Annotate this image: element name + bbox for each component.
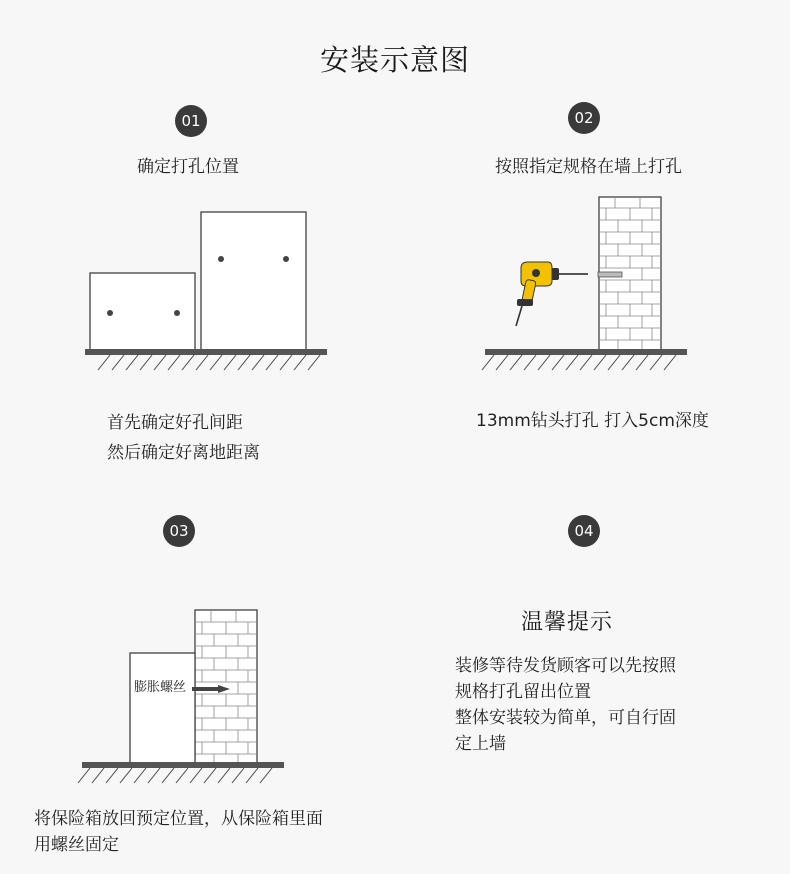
- step-02-badge: 02: [568, 102, 600, 134]
- step-03-note-1: 将保险箱放回预定位置，从保险箱里面: [34, 809, 323, 829]
- step-03-note-2: 用螺丝固定: [34, 835, 119, 855]
- step-01-note-1: 首先确定好孔间距: [107, 413, 243, 433]
- floor-bar: [82, 762, 284, 768]
- step-02-caption: 按照指定规格在墙上打孔: [495, 157, 682, 177]
- step-01-note-2: 然后确定好离地距离: [107, 443, 260, 463]
- tip-line-2: 规格打孔留出位置: [455, 682, 591, 702]
- page-title: 安装示意图: [319, 43, 470, 77]
- tip-line-4: 定上墙: [455, 734, 506, 754]
- expansion-bolt-label: 膨胀螺丝: [134, 680, 187, 695]
- step-01-caption: 确定打孔位置: [137, 157, 239, 177]
- tip-line-3: 整体安装较为简单，可自行固: [455, 708, 676, 728]
- tip-title: 温馨提示: [521, 610, 614, 635]
- safe-outline: [130, 653, 195, 763]
- step-04-badge: 04: [568, 515, 600, 547]
- step-02-note: 13mm钻头打孔 打入5cm深度: [476, 411, 709, 431]
- step-01-badge: 01: [175, 105, 207, 137]
- tip-line-1: 装修等待发货顾客可以先按照: [455, 656, 676, 676]
- floor-hatch: [78, 768, 272, 783]
- step-03-badge: 03: [163, 515, 195, 547]
